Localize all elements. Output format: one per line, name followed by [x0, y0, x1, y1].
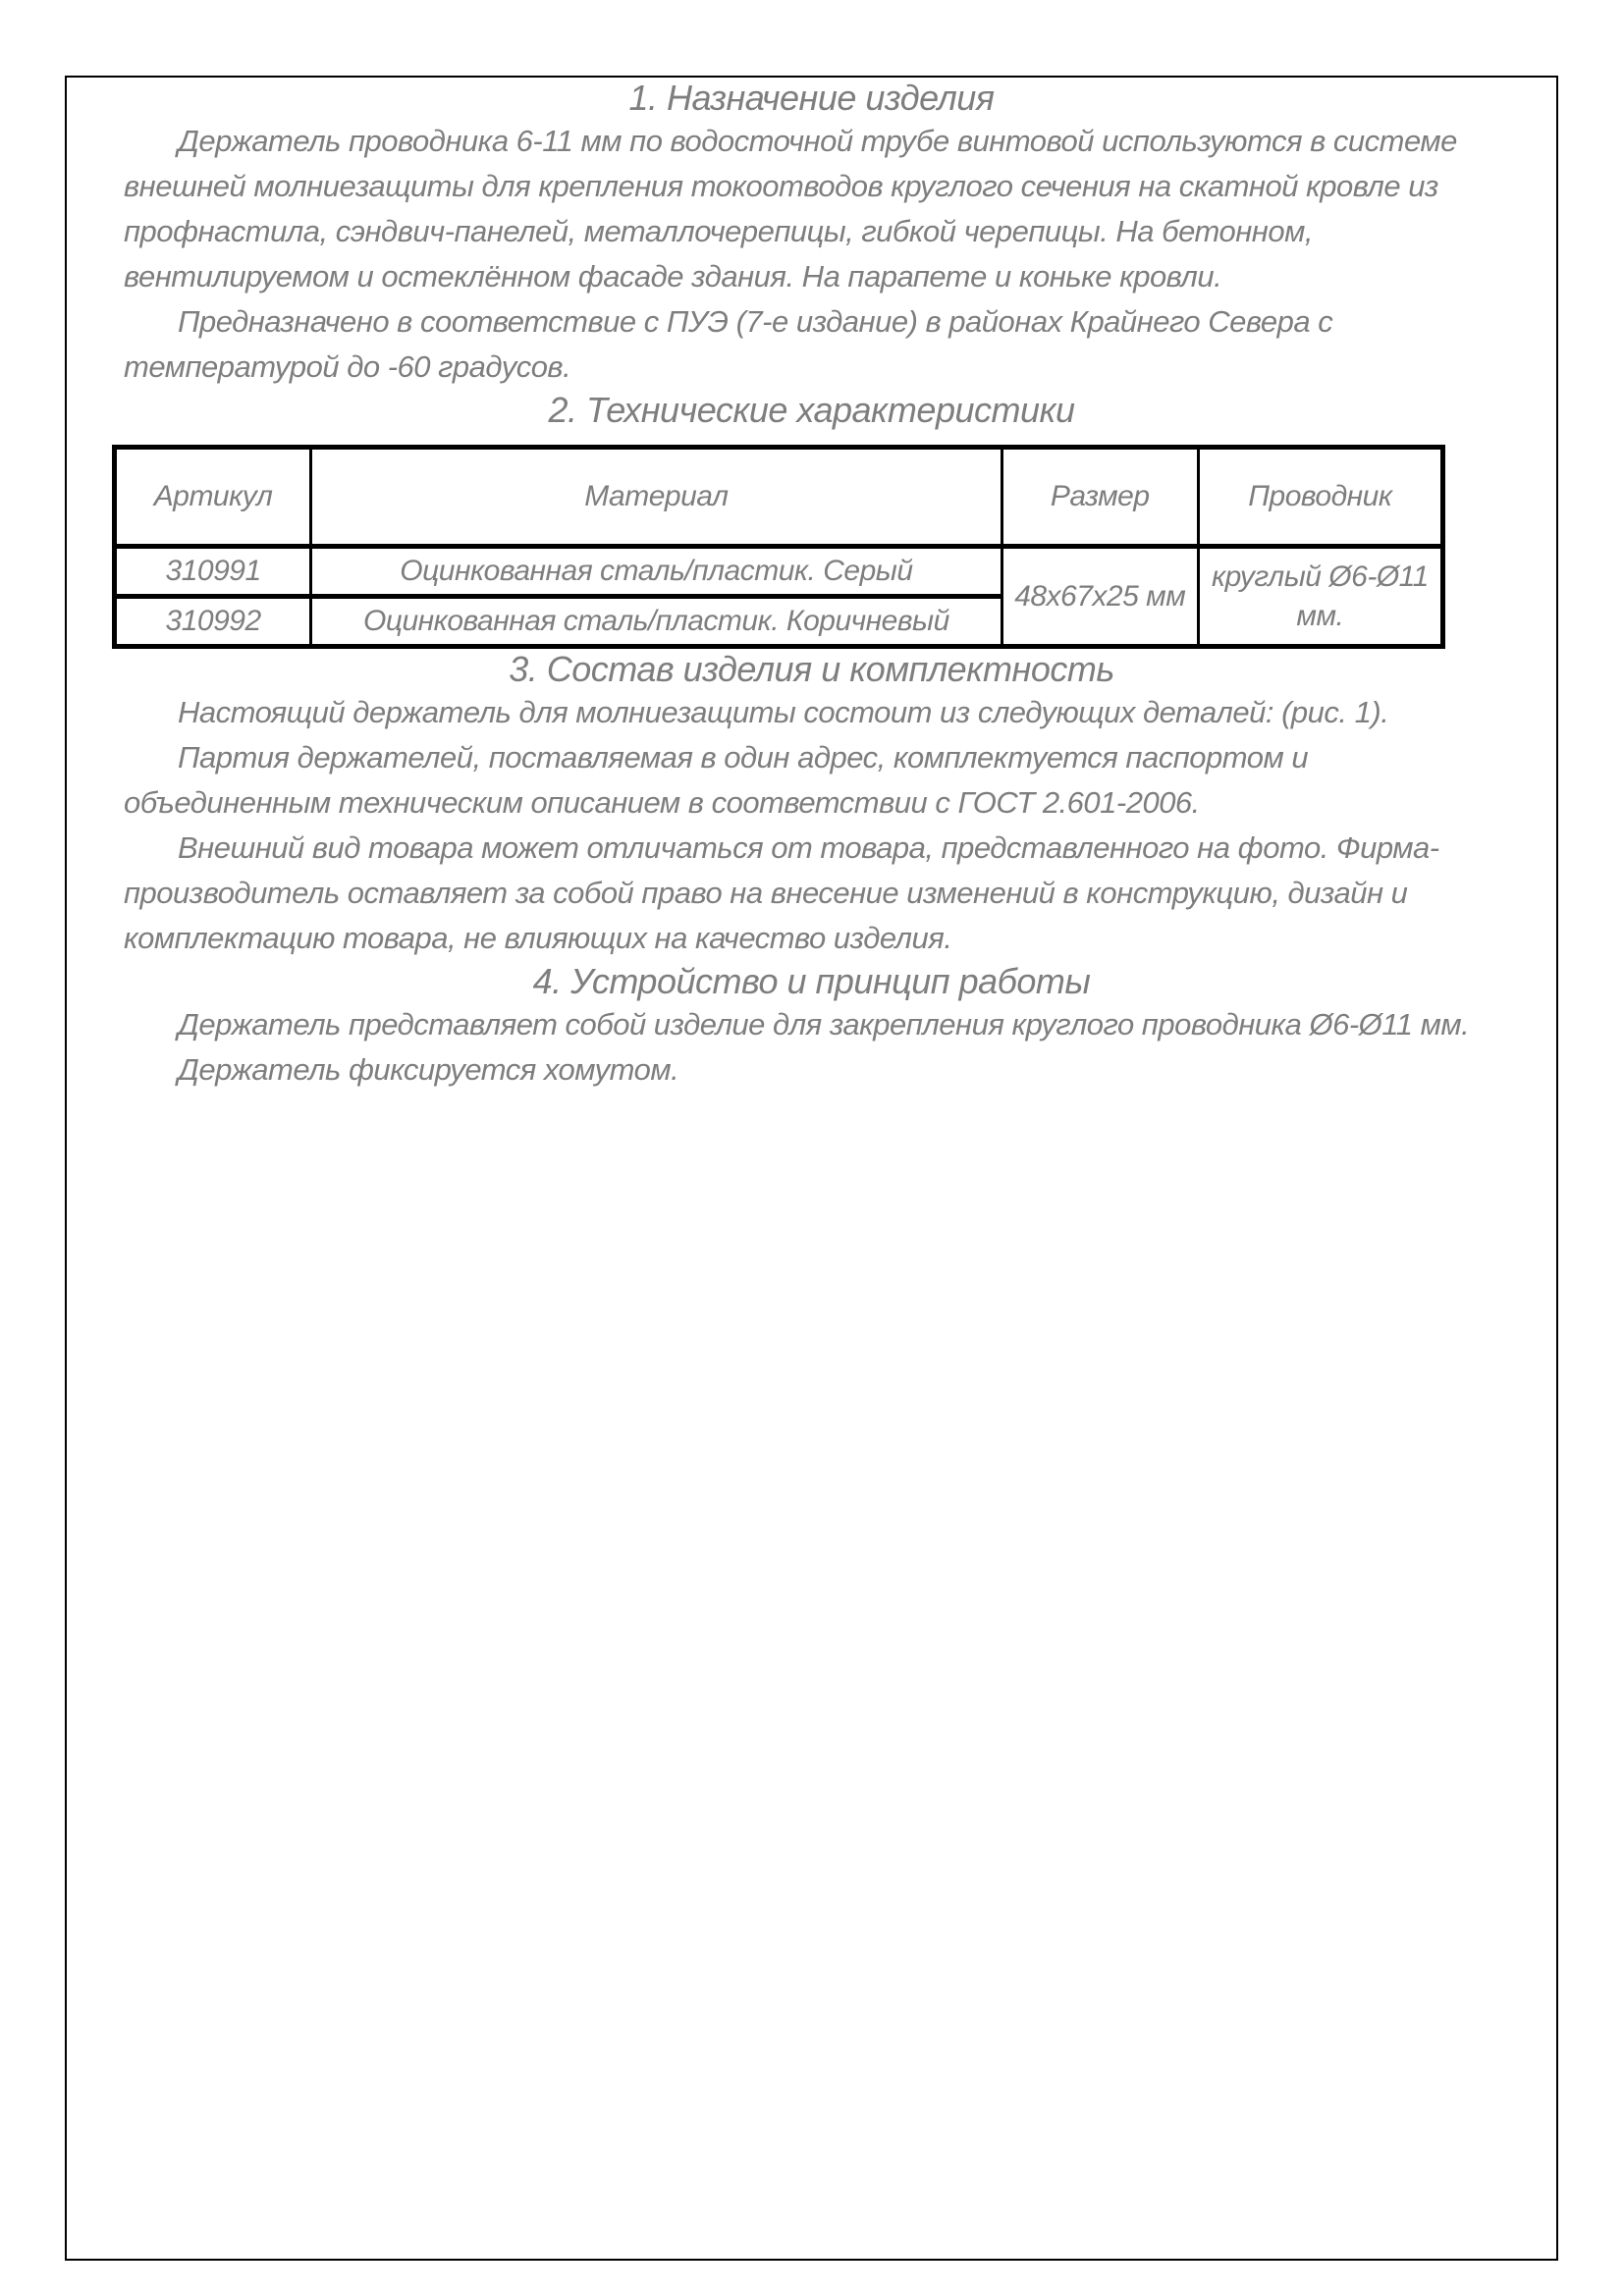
- section-1-paragraph-1: Держатель проводника 6-11 мм по водосточной трубе винтовой используются в системе внешней молниезащиты для крепления токоотводов круглого сечения на скатной кровле из профнастила, сэндвич-панелей, металлочерепицы, гибкой черепицы. На бетонном, вентилируемом и остеклённом фасаде здания. На парапете и коньке кровли.: [124, 124, 1457, 294]
- spec-table-header-row: [115, 448, 1443, 547]
- header-article: Артикул: [115, 448, 311, 547]
- section-3-paragraph-3: Внешний вид товара может отличаться от товара, представленного на фото. Фирма-производитель оставляет за собой право на внесение изменений в конструкцию, дизайн и комплектацию товара, не влияющих на качество изделия.: [124, 830, 1439, 955]
- section-4-paragraph-1: Держатель представляет собой изделие для закрепления круглого проводника Ø6-Ø11 мм.: [178, 1007, 1470, 1041]
- header-conductor: Проводник: [1198, 448, 1442, 547]
- page-content: [67, 78, 1556, 1093]
- cell-conductor-merged: круглый Ø6-Ø11 мм.: [1198, 547, 1442, 647]
- cell-material: Оцинкованная сталь/пластик. Серый: [311, 547, 1002, 597]
- section-1-title: 1. Назначение изделия: [628, 78, 995, 118]
- section-1-paragraph-2: Предназначено в соответствие с ПУЭ (7-е издание) в районах Крайнего Севера с температурой до -60 градусов.: [124, 304, 1333, 384]
- cell-article: 310992: [115, 597, 311, 647]
- spec-table: [112, 445, 1445, 649]
- cell-material: Оцинкованная сталь/пластик. Коричневый: [311, 597, 1002, 647]
- cell-article: 310991: [115, 547, 311, 597]
- table-row: [115, 547, 1443, 597]
- section-3-paragraph-1: Настоящий держатель для молниезащиты состоит из следующих деталей: (рис. 1).: [178, 695, 1389, 729]
- section-3-title: 3. Состав изделия и комплектность: [509, 649, 1114, 689]
- cell-size-merged: 48х67х25 мм: [1001, 547, 1198, 647]
- header-material: Материал: [311, 448, 1002, 547]
- section-4-title: 4. Устройство и принцип работы: [532, 961, 1091, 1001]
- header-size: Размер: [1001, 448, 1198, 547]
- section-3-paragraph-2: Партия держателей, поставляемая в один адрес, комплектуется паспортом и объединенным техническим описанием в соответствии с ГОСТ 2.601-2006.: [124, 740, 1309, 820]
- section-4-paragraph-2: Держатель фиксируется хомутом.: [178, 1052, 679, 1087]
- section-2-title: 2. Технические характеристики: [548, 390, 1075, 430]
- page-frame: [65, 76, 1558, 2261]
